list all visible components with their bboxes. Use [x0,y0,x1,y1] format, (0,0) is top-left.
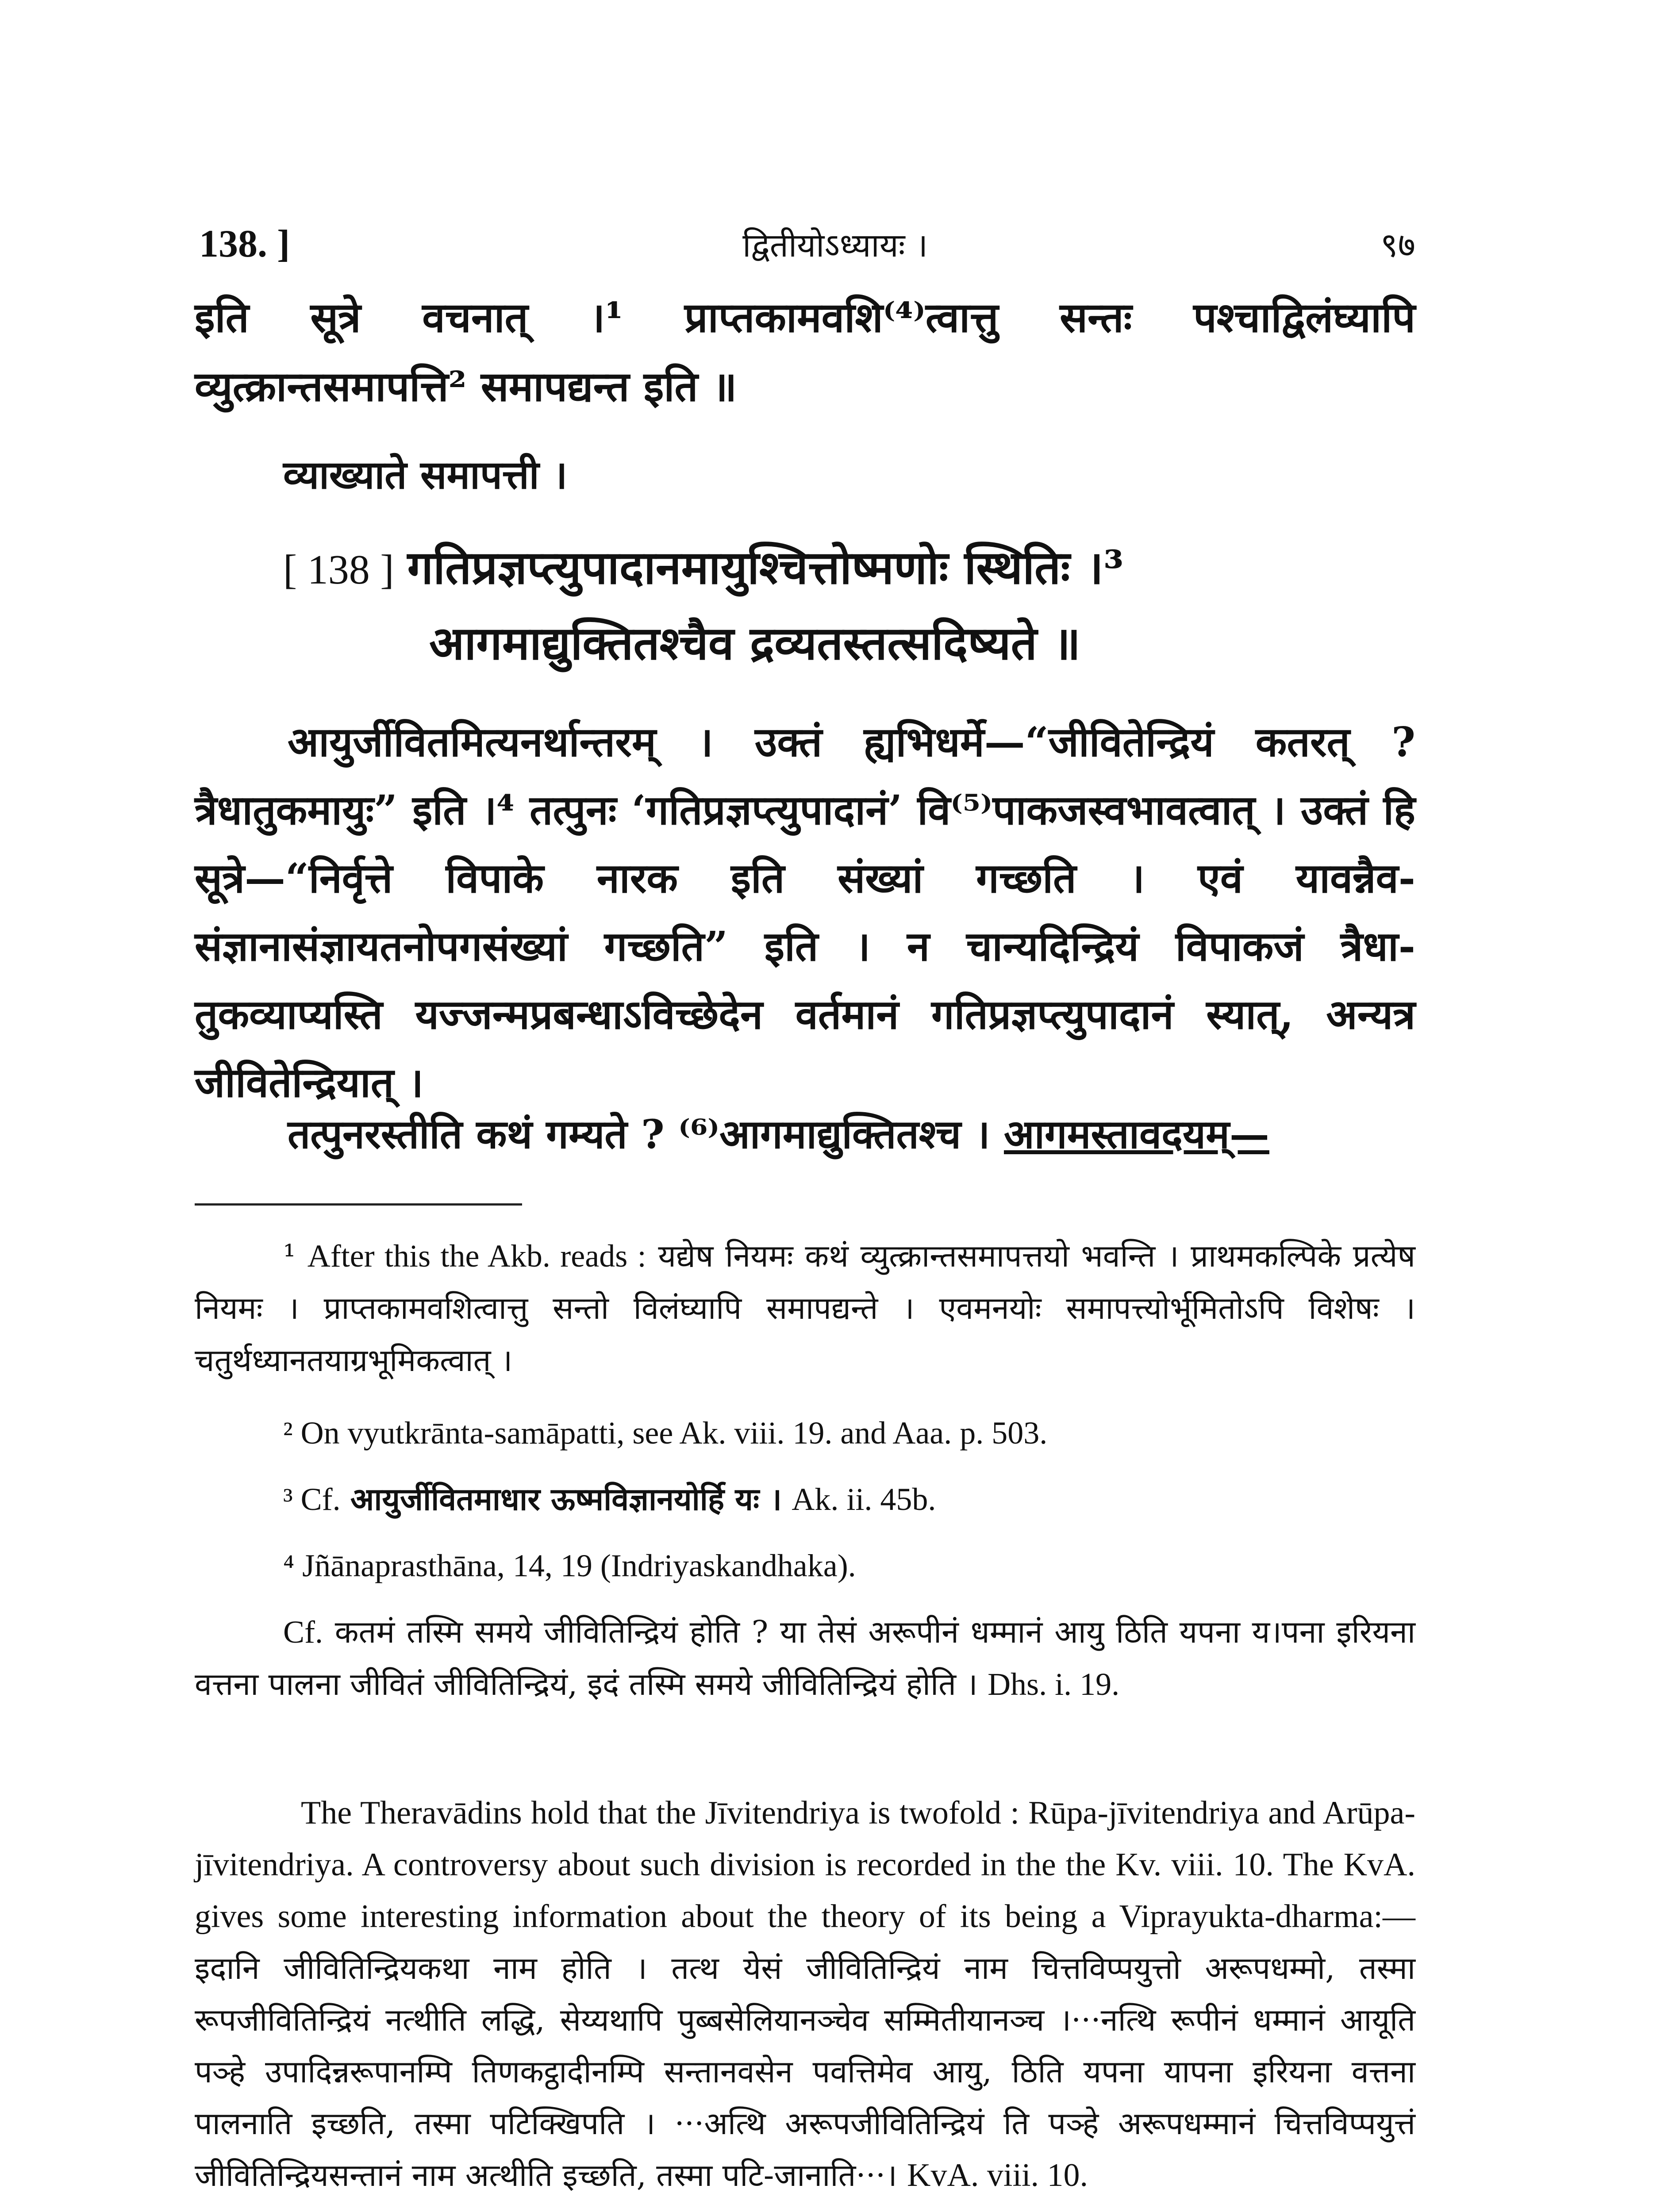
karika-verse [283,531,1415,680]
footnote-1-marker: ¹ [283,1238,296,1274]
footnote-rule [195,1203,522,1206]
verse-line-1 [283,531,1415,607]
paragraph-theravada [195,1787,1415,2201]
paragraph-commentary: आयुर्जीवितमित्यनर्थान्तरम् । उक्तं ह्यभिधर्मे—“जीवितेन्द्रियं कतरत् ? त्रैधातुकमायुः” इति ।⁴ तत्पुनः ‘गतिप्रज्ञप्त्युपादानं’ वि⁽⁵⁾पाकजस्वभावत्वात् । उक्तं हि सूत्रे—“निर्वृत्ते विपाके नारक इति संख्यां गच्छति । एवं यावन्नैव-संज्ञानासंज्ञायतनोपगसंख्यां गच्छति” इति । न चान्यदिन्द्रियं विपाकजं त्रैधा-तुकव्याप्यस्ति यज्जन्मप्रबन्धाऽविच्छेदेन वर्तमानं गतिप्रज्ञप्त्युपादानं स्यात्, अन्यत्र जीवितेन्द्रियात् । [195,718,1415,1106]
running-header [199,221,1415,270]
verse-line-1-text: गतिप्रज्ञप्त्युपादानमायुश्चित्तोष्मणोः स्थितिः ।³ [407,540,1124,595]
footnote-1 [195,1230,1415,1386]
footnote-1-sanskrit: यद्येष नियमः कथं व्युत्क्रान्तसमापत्तयो भवन्ति । प्राथमकल्पिके प्रत्येष नियमः । प्राप्तकामवशित्वात्तु सन्तो विलंघ्यापि समापद्यन्ते । एवमनयोः समापत्त्योर्भूमितोऽपि विशेषः । चतुर्थध्यानतयाग्रभूमिकत्वात् । [195,1238,1415,1379]
question-text: तत्पुनरस्तीति कथं गम्यते ? ⁽⁶⁾आगमाद्युक्तितश्च । [288,1111,990,1158]
theravada-ref: KvA. viii. 10. [907,2157,1088,2193]
theravada-english: The Theravādins hold that the Jīvitendriya is twofold : Rūpa-jīvitendriya and Arūpa-jīvitendriya. A controversy about such division is recorded in the the Kv. viii. 10. The KvA. gives some interesting information about the theory of its being a Viprayukta-dharma:— [195,1795,1415,1935]
header-page-number: ९७ [1380,225,1415,265]
paragraph-intro: इति सूत्रे वचनात् ।¹ प्राप्तकामवशि⁽⁴⁾त्वात्तु सन्तः पश्चाद्विलंघ्यापि व्युत्क्रान्तसमापत्ति² समापद्यन्त इति ॥ [195,293,1415,411]
footnote-5-pre: Cf. [283,1614,323,1650]
verse-line-2: आगमाद्युक्तितश्चैव द्रव्यतस्तत्सदिष्यते ॥ [429,616,1081,670]
footnote-3-sanskrit: आयुर्जीवितमाधार ऊष्मविज्ञानयोर्हि यः । [350,1481,782,1517]
footnote-3-pre: ³ Cf. [283,1482,341,1517]
footnote-2-text: ² On vyutkrānta-samāpatti, see Ak. viii. 19. and Aaa. p. 503. [283,1415,1048,1451]
theravada-pali: इदानि जीवितिन्द्रियकथा नाम होति । तत्थ येसं जीवितिन्द्रियं नाम चित्तविप्पयुत्तो अरूपधम्मो, तस्मा रूपजीवितिन्द्रियं नत्थीति लद्धि, सेय्यथापि पुब्बसेलियानञ्चेव सम्मितीयानञ्च ।···नत्थि रूपीनं धम्मानं आयूति पञ्हे उपादिन्नरूपानम्पि तिणकट्ठादीनम्पि सन्तानवसेन पवत्तिमेव आयु, ठिति यपना यापना इरियना वत्तना पालनाति इच्छति, तस्मा पटिक्खिपति । ···अत्थि अरूपजीवितिन्द्रियं ति पञ्हे अरूपधम्मानं चित्तविप्पयुत्तं जीवितिन्द्रियसन्तानं नाम अत्थीति इच्छति, तस्मा पटि-जानाति···। [195,1950,1415,2193]
paragraph-explained: व्याख्याते समापत्ती । [283,452,568,498]
footnote-1-english: After this the Akb. reads : [307,1238,646,1274]
footnote-4 [195,1540,1415,1592]
footnote-5-ref: Dhs. i. 19. [988,1667,1120,1702]
header-section-number: 138. ] [199,223,290,265]
footnote-3-ref: Ak. ii. 45b. [792,1482,936,1517]
footnote-3 [195,1473,1415,1525]
footnote-5-pali: कतमं तस्मि समये जीवितिन्द्रियं होति ? या तेसं अरूपीनं धम्मानं आयु ठिति यपना य।पना इरियना वत्तना पालना जीवितं जीवितिन्द्रियं, इदं तस्मि समये जीवितिन्द्रियं होति । [195,1614,1415,1702]
footnote-2 [195,1407,1415,1459]
verse-number: [ 138 ] [283,547,394,593]
question-underlined: आगमस्तावदयम्— [1003,1111,1269,1158]
paragraph-question [288,1106,1415,1160]
footnote-5 [195,1606,1415,1710]
footnote-4-text: ⁴ Jñānaprasthāna, 14, 19 (Indriyaskandhaka). [283,1548,856,1583]
header-chapter-title: द्वितीयोऽध्यायः । [742,227,928,265]
